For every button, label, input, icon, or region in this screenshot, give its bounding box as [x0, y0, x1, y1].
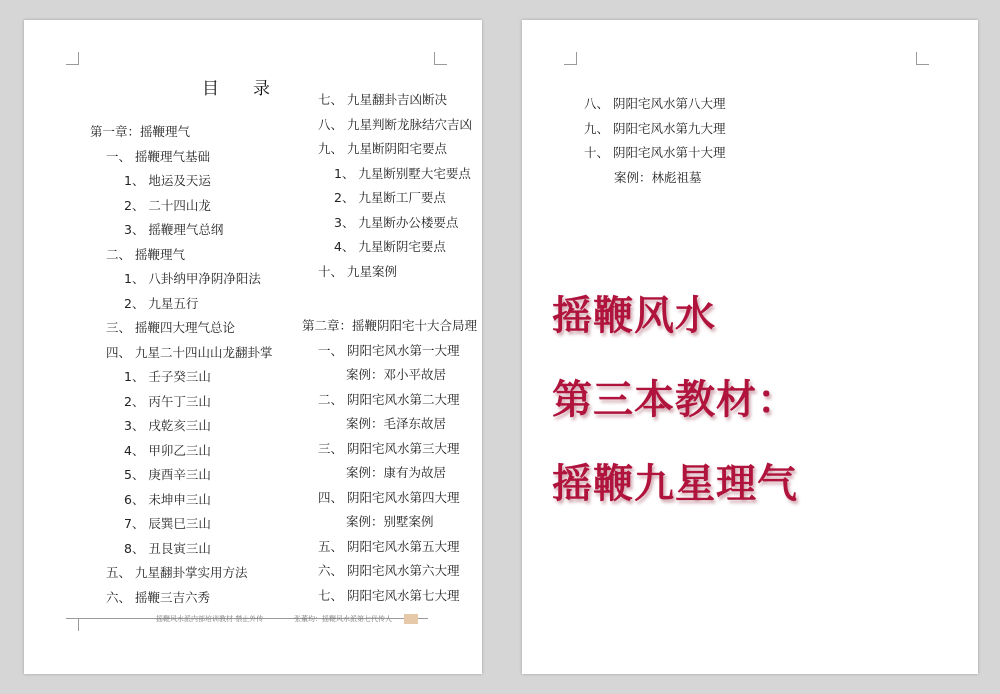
toc-entry: 案例：康有为故居: [346, 465, 447, 480]
toc-entry: 九、 九星断阴阳宅要点: [318, 141, 447, 156]
toc-entry: 七、 阴阳宅风水第七大理: [318, 587, 460, 603]
toc-entry: 六、 阴阳宅风水第六大理: [318, 563, 460, 578]
toc-entry: 3、 九星断办公楼要点: [334, 214, 459, 230]
toc-entry: 5、 庚酉辛三山: [124, 467, 211, 482]
toc-entry: 一、 阴阳宅风水第一大理: [318, 342, 460, 358]
toc-entry: 2、 九星断工厂要点: [334, 190, 446, 205]
toc-entry: 6、 未坤申三山: [124, 491, 211, 507]
toc-entry: 7、 辰巽巳三山: [124, 516, 211, 531]
toc-entry: 八、 九星判断龙脉结穴吉凶: [318, 116, 472, 132]
toc-page-right: [522, 20, 978, 674]
toc-entry: 8、 丑艮寅三山: [124, 540, 211, 556]
toc-entry: 3、 摇鞭理气总纲: [124, 222, 224, 237]
corner-mark-top-left: [66, 52, 79, 65]
corner-mark-top-left: [564, 52, 577, 65]
toc-title-part2: 录: [253, 79, 272, 99]
toc-entry: 九、 阴阳宅风水第九大理: [584, 120, 726, 136]
toc-entry: 第二章：摇鞭阴阳宅十大合局理: [302, 318, 478, 333]
toc-entry: 案例：林彪祖墓: [614, 169, 702, 185]
toc-entry: 二、 摇鞭理气: [106, 246, 185, 262]
toc-entry: 案例：毛泽东故居: [346, 416, 447, 431]
toc-entry: 案例：别墅案例: [346, 514, 434, 529]
corner-mark-bottom-left: [66, 618, 79, 631]
toc-entry: 六、 摇鞭三吉六秀: [106, 589, 210, 605]
toc-entry: 十、 九星案例: [318, 263, 397, 279]
footer-note-left: 摇鞭风水派内部培训教材 禁止外传: [156, 615, 264, 623]
toc-entry: 案例：邓小平故居: [346, 367, 447, 382]
toc-entry: 4、 甲卯乙三山: [124, 442, 211, 458]
footer-note-right: 张董均：摇鞭风水派第七代传人: [294, 615, 392, 623]
promo-line-2: 第三本教材：: [552, 377, 798, 423]
promo-line-1: 摇鞭风水: [552, 293, 716, 339]
toc-entry: 十、 阴阳宅风水第十大理: [584, 145, 726, 160]
toc-entry: 二、 阴阳宅风水第二大理: [318, 391, 460, 407]
toc-entry: 第一章：摇鞭理气: [90, 124, 191, 139]
toc-entry: 三、 阴阳宅风水第三大理: [318, 440, 460, 456]
toc-entry: 五、 九星翻卦掌实用方法: [106, 565, 248, 580]
toc-entry: 1、 九星断别墅大宅要点: [334, 165, 471, 181]
toc-entry: 1、 八卦纳甲净阴净阳法: [124, 271, 261, 286]
toc-title: [202, 74, 272, 99]
toc-entry: 一、 摇鞭理气基础: [106, 148, 210, 164]
footer-page-badge: [404, 614, 418, 624]
toc-page-left: [24, 20, 482, 674]
toc-entry: 2、 丙午丁三山: [124, 393, 211, 409]
toc-entry: 1、 壬子癸三山: [124, 369, 211, 384]
toc-entry: 2、 九星五行: [124, 295, 199, 311]
toc-entry: 3、 戌乾亥三山: [124, 418, 211, 433]
toc-entry: 1、 地运及天运: [124, 173, 211, 188]
corner-mark-top-right: [434, 52, 447, 65]
toc-entry: 八、 阴阳宅风水第八大理: [584, 96, 726, 111]
toc-title-part1: 目: [202, 79, 221, 99]
toc-entry: 4、 九星断阴宅要点: [334, 239, 446, 254]
promo-line-3: 摇鞭九星理气: [552, 461, 798, 507]
corner-mark-top-right: [916, 52, 929, 65]
toc-entry: 五、 阴阳宅风水第五大理: [318, 538, 460, 554]
toc-entry: 三、 摇鞭四大理气总论: [106, 320, 235, 335]
toc-entry: 七、 九星翻卦吉凶断决: [318, 92, 447, 107]
toc-entry: 四、 阴阳宅风水第四大理: [318, 489, 460, 505]
toc-entry: 2、 二十四山龙: [124, 197, 211, 213]
toc-entry: 四、 九星二十四山山龙翻卦掌: [106, 344, 273, 360]
